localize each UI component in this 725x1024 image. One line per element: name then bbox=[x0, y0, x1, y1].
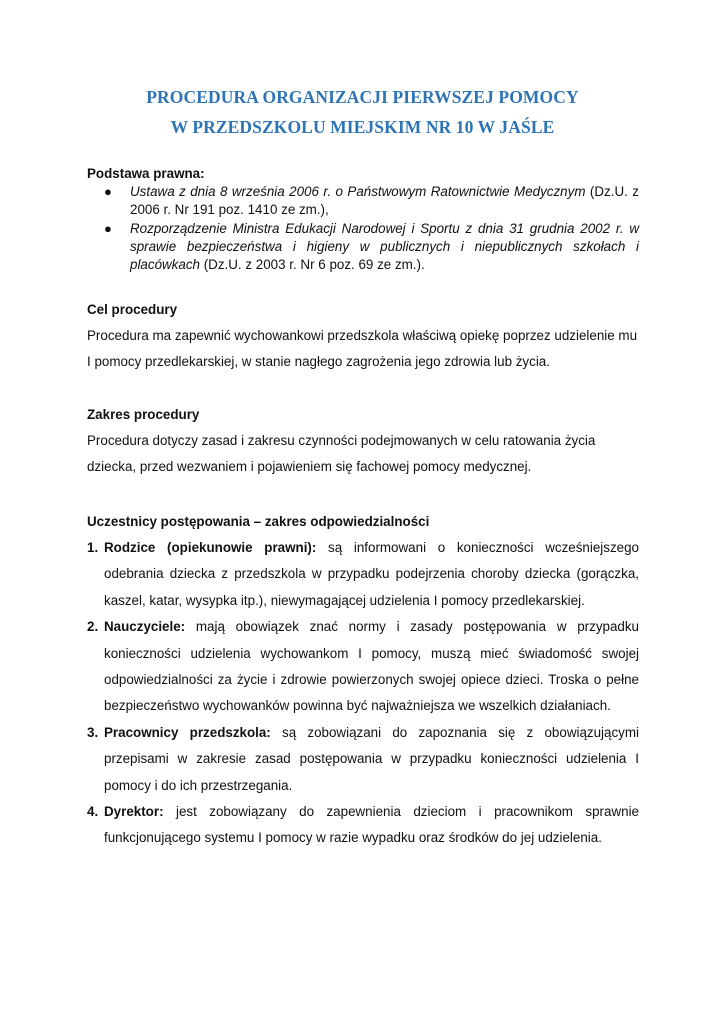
participant-duty: mają obowiązek znać normy i zasady postępowania w przypadku konieczności udzielenia wychowankom I pomocy, muszą mieć świadomość swojej odpowiedzialności za życie i zdrowie powierzonych swojej opiece dzieci. Troska o pełne bezpieczeństwo wychowanków powinna być najważniejsza we wszelkich działaniach. bbox=[104, 619, 639, 714]
participant-item bbox=[87, 535, 639, 614]
goal-section bbox=[87, 297, 639, 375]
participant-duty: są zobowiązani do zapoznania się z obowiązującymi przepisami w zakresie zasad postępowania w przypadku konieczności udzielenia I pomocy i do ich przestrzegania. bbox=[104, 724, 639, 793]
participant-role: Rodzice (opiekunowie prawni): bbox=[104, 540, 317, 555]
document-title-line-1: PROCEDURA ORGANIZACJI PIERWSZEJ POMOCY bbox=[146, 87, 579, 107]
bullet-icon: ● bbox=[104, 220, 112, 236]
goal-text: Procedura ma zapewnić wychowankowi przedszkola właściwą opiekę poprzez udzielenie mu I pomocy przedlekarskiej, w stanie nagłego zagrożenia jego zdrowia lub życia. bbox=[87, 328, 638, 369]
participant-role: Dyrektor: bbox=[104, 804, 164, 820]
participant-role: Nauczyciele: bbox=[104, 619, 186, 635]
document-title-line-2: W PRZEDSZKOLU MIEJSKIM NR 10 W JAŚLE bbox=[170, 117, 555, 137]
participant-number: 3. bbox=[87, 724, 99, 740]
goal-heading: Cel procedury bbox=[87, 302, 178, 317]
legal-basis-list bbox=[87, 183, 639, 274]
legal-basis-heading: Podstawa prawna: bbox=[87, 166, 205, 181]
legal-act-citation: (Dz.U. z 2006 r. Nr 191 poz. 1410 ze zm.), bbox=[130, 184, 639, 218]
participant-duty: są informowani o konieczności wcześniejszego odebrania dziecka z przedszkola w przypadku podejrzenia choroby dziecka (gorączka, kaszel, katar, wysypka itp.), niewymagającej udzielenia I pomocy przedlekarskiej. bbox=[104, 540, 639, 608]
participant-item bbox=[87, 720, 639, 799]
participant-duty: jest zobowiązany do zapewnienia dzieciom i pracownikom sprawnie funkcjonującego systemu I pomocy w razie wypadku oraz środków do jej udzielenia. bbox=[104, 804, 639, 846]
participants-section bbox=[87, 509, 639, 852]
participants-heading: Uczestnicy postępowania – zakres odpowiedzialności bbox=[87, 514, 430, 529]
legal-act-citation: (Dz.U. z 2003 r. Nr 6 poz. 69 ze zm.). bbox=[199, 257, 425, 273]
participant-item bbox=[87, 799, 639, 852]
participant-item bbox=[87, 614, 639, 720]
participants-list bbox=[87, 535, 639, 852]
legal-act-title: Ustawa z dnia 8 września 2006 r. o Państwowym Ratownictwie Medycznym bbox=[130, 184, 586, 199]
participant-number: 1. bbox=[87, 540, 99, 555]
legal-basis-section bbox=[87, 165, 639, 274]
bullet-icon: ● bbox=[104, 184, 112, 199]
participant-number: 4. bbox=[87, 804, 99, 820]
legal-act-title: Rozporządzenie Ministra Edukacji Narodowej i Sportu z dnia 31 grudnia 2002 r. w sprawie bezpieczeństwa i higieny w publicznych i niepublicznych szkołach i placówkach bbox=[130, 220, 639, 273]
legal-basis-item bbox=[87, 220, 639, 275]
scope-heading: Zakres procedury bbox=[87, 407, 200, 422]
scope-section bbox=[87, 402, 639, 480]
legal-basis-item bbox=[87, 183, 639, 220]
scope-text: Procedura dotyczy zasad i zakresu czynności podejmowanych w celu ratowania życia dziecka, przed wezwaniem i pojawieniem się fachowej pomocy medycznej. bbox=[87, 433, 596, 474]
participant-role: Pracownicy przedszkola: bbox=[104, 724, 271, 740]
participant-number: 2. bbox=[87, 619, 99, 635]
